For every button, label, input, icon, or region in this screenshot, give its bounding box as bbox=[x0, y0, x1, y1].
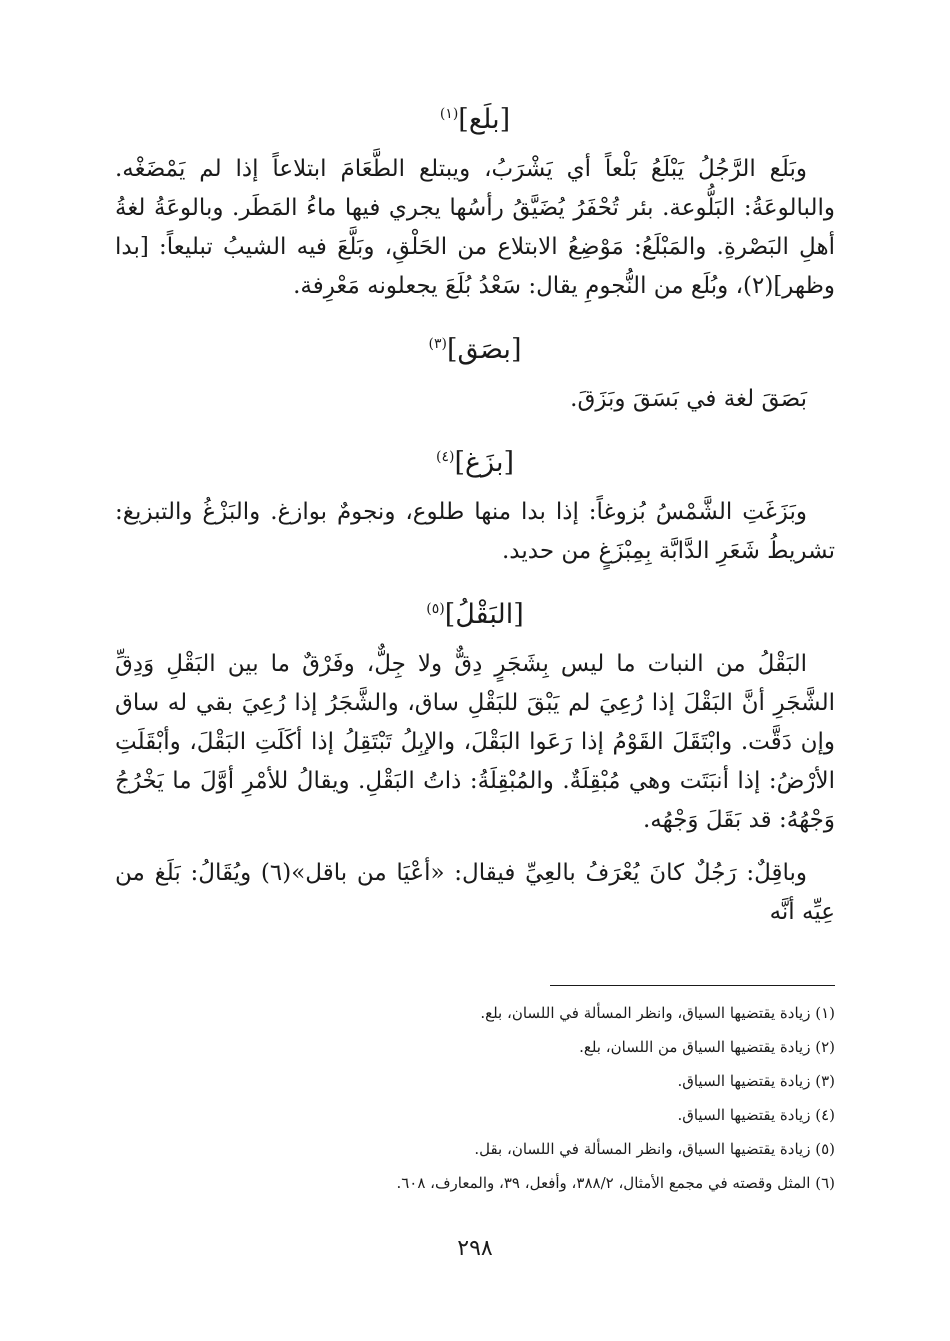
footnote-ref: (٥) bbox=[426, 601, 445, 617]
entry-heading-albaql bbox=[115, 595, 835, 635]
footnotes-list bbox=[115, 996, 835, 1200]
entry-paragraph: وبَزَغَتِ الشَّمْسُ بُزوغاً: إذا بدا منها طلوع، ونجومٌ بوازغ. والبَزْغُ والتبزيغ: تشريطُ شَعَرِ الدَّابَّة بِمِبْزَغٍ من حديد. bbox=[115, 499, 835, 564]
heading-text: [بزَغ] bbox=[454, 447, 515, 478]
entry-heading-balaa bbox=[115, 100, 835, 140]
main-text bbox=[115, 100, 835, 946]
footnote-ref: (١) bbox=[439, 106, 459, 122]
footnote-item: (٢) زيادة يقتضيها السياق من اللسان، بلع. bbox=[579, 1038, 835, 1056]
entry-paragraph: وبَلَع الرَّجُلُ يَبْلَعُ بَلْعاً أي يَشْرَبُ، ويبتلع الطَّعَامَ ابتلاعاً إذا لم يَمْضَغْه. والبالوعَةُ: البَلُّوعة. بئر تُحْفَرُ يُضَيَّقُ رأسُها يجري فيها ماءُ المَطَر. وبالوعَةُ لغةُ أهلِ البَصْرةِ. والمَبْلَعُ: مَوْضِعُ الابتلاع من الحَلْقِ، وبَلَّعَ فيه الشيبُ تبليعاً: [بدا وظهر](٢)، وبُلَع من النُّجومِ يقال: سَعْدُ بُلَعَ يجعلونه مَعْرِفة. bbox=[115, 156, 835, 299]
heading-text: [بصَق] bbox=[446, 334, 522, 365]
heading-text: [البَقْلُ] bbox=[444, 599, 524, 630]
entry-heading-basaqa bbox=[115, 330, 835, 370]
footnote-separator bbox=[550, 985, 835, 986]
footnote-item: (٦) المثل وقصته في مجمع الأمثال، ٣٨٨/٢، وأفعل، ٣٩، والمعارف، ٦٠٨. bbox=[396, 1174, 835, 1192]
entry-paragraph: وباقِلٌ: رَجُلٌ كانَ يُعْرَفُ بالعِيِّ فيقال: «أعْيَا من باقل»(٦) ويُقَالُ: بَلَغ من عِيِّه أنَّه bbox=[115, 860, 835, 925]
heading-text: [بلَع] bbox=[458, 104, 511, 135]
footnote-item: (٤) زيادة يقتضيها السياق. bbox=[677, 1106, 835, 1124]
footnote-ref: (٤) bbox=[435, 449, 455, 465]
page-number: ٢٩٨ bbox=[457, 1236, 493, 1261]
entry-heading-bazagha bbox=[115, 443, 835, 483]
footnote-item: (١) زيادة يقتضيها السياق، وانظر المسألة في اللسان، بلع. bbox=[480, 1004, 835, 1022]
footnote-ref: (٣) bbox=[428, 336, 447, 352]
footnote-item: (٣) زيادة يقتضيها السياق. bbox=[677, 1072, 835, 1090]
entry-paragraph: البَقْلُ من النبات ما ليس بِشَجَرٍ دِقٌّ ولا جِلٌّ، وفَرْقٌ ما بين البَقْلِ وَدِقِّ الشَّجَرِ أنَّ البَقْلَ إذا رُعِيَ لم يَبْقَ للبَقْلِ ساق، والشَّجَرُ إذا رُعِيَ بقي له ساق وإن دَقَّت. وابْتَقَلَ القَوْمُ إذا رَعَوا البَقْلَ، والإبِلُ تَبْتَقِلُ إذا أكَلَتِ البَقْلَ، وأبْقَلَتِ الأرْضُ: إذا أنبَتَت وهي مُبْقِلَةٌ. والمُبْقِلَةُ: ذاتُ البَقْلِ. ويقالُ للأمْرِ أوَّلَ ما يَخْرُجُ وَجْهُهُ: قد بَقَلَ وَجْهُه. bbox=[115, 651, 835, 833]
footnote-item: (٥) زيادة يقتضيها السياق، وانظر المسألة في اللسان، بقل. bbox=[474, 1140, 835, 1158]
entry-paragraph: بَصَقَ لغة في بَسَقَ وبَزَقَ. bbox=[570, 386, 807, 412]
